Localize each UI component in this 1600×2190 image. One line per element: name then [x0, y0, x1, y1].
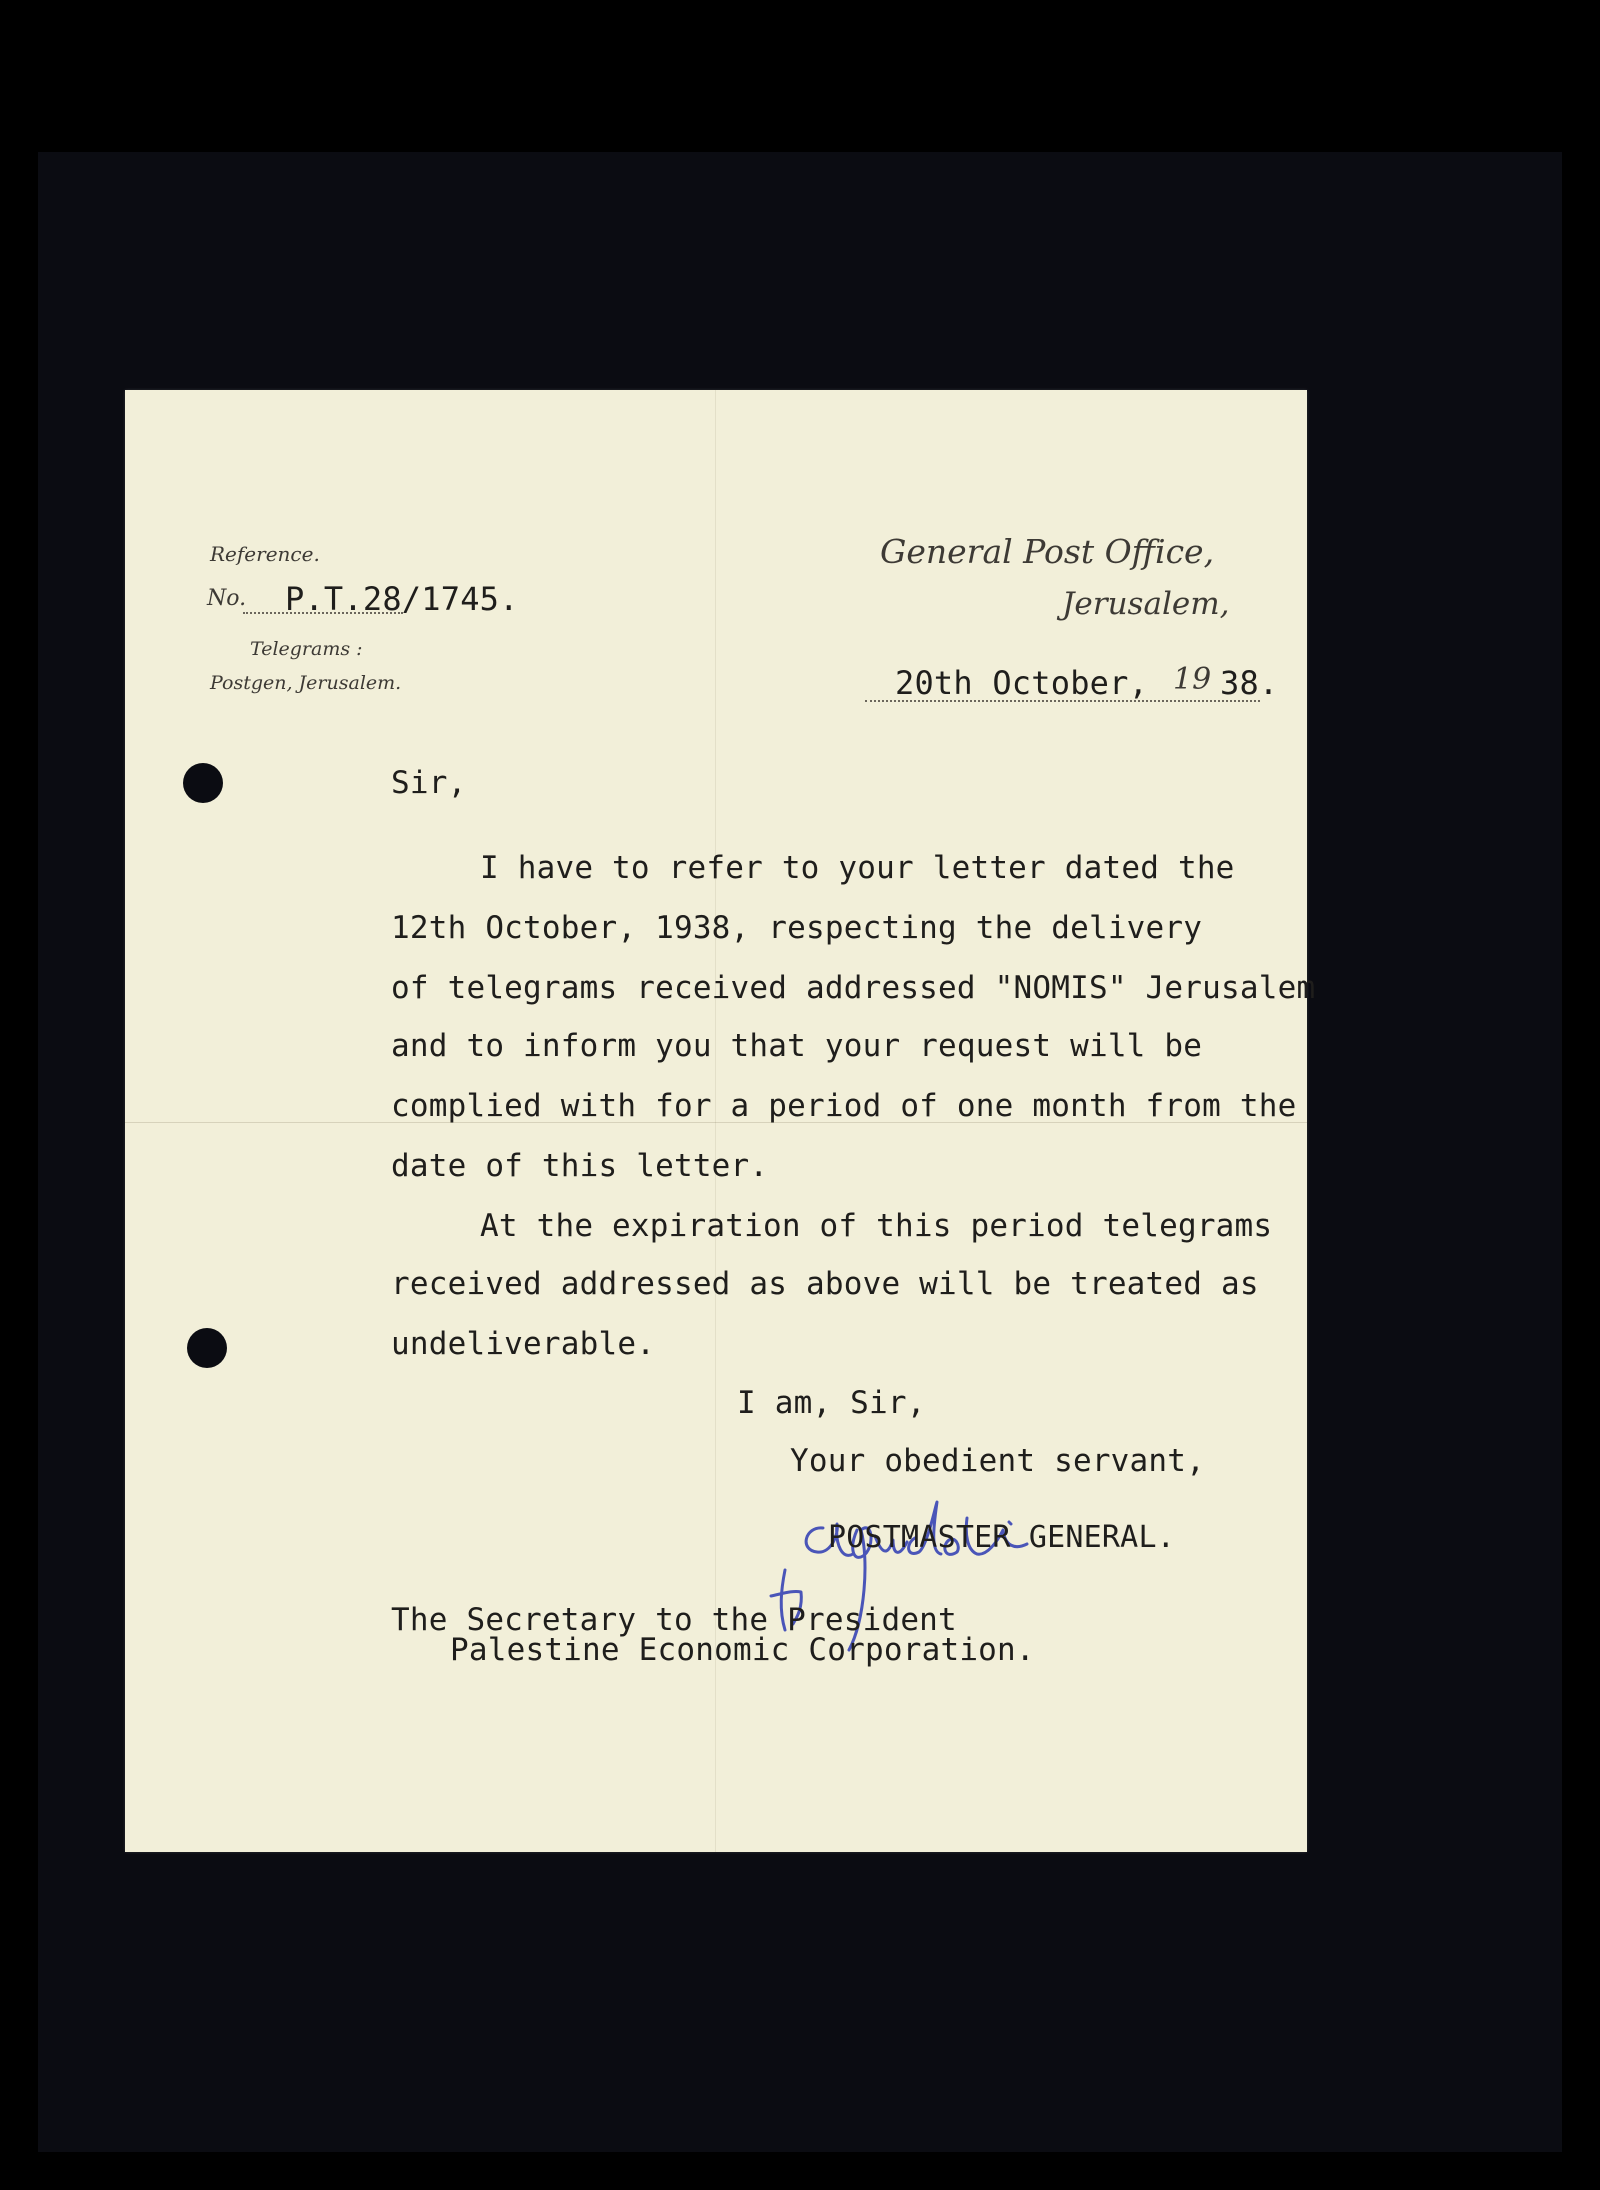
date-year-suffix: 38.	[1220, 664, 1279, 702]
salutation: Sir,	[391, 765, 467, 801]
closing-line-1: I am, Sir,	[737, 1385, 926, 1421]
punch-hole-top	[183, 763, 223, 803]
telegraphic-address: Postgen, Jerusalem.	[210, 672, 402, 694]
office-city: Jerusalem,	[1062, 586, 1230, 622]
body-line: complied with for a period of one month from the	[391, 1088, 1297, 1124]
letter-sheet	[125, 390, 1316, 1852]
recipient-line-2: Palestine Economic Corporation.	[450, 1632, 1035, 1668]
closing-line-2: Your obedient servant,	[790, 1443, 1205, 1479]
date-year-prefix: 19	[1173, 662, 1212, 697]
body-line: undeliverable.	[391, 1326, 656, 1362]
body-line: received addressed as above will be treated as	[391, 1266, 1259, 1302]
signature-title: POSTMASTER GENERAL.	[828, 1520, 1175, 1555]
telegrams-label: Telegrams :	[250, 638, 363, 660]
recipient-line-1: The Secretary to the President	[391, 1602, 957, 1638]
reference-number: P.T.28/1745.	[285, 580, 519, 618]
body-line: I have to refer to your letter dated the	[480, 850, 1235, 886]
reference-label: Reference.	[210, 542, 320, 566]
date-day-month: 20th October,	[895, 664, 1149, 702]
body-line: date of this letter.	[391, 1148, 769, 1184]
body-line: 12th October, 1938, respecting the delivery	[391, 910, 1203, 946]
number-label: No.	[207, 586, 247, 611]
body-line: and to inform you that your request will be	[391, 1028, 1203, 1064]
body-line: At the expiration of this period telegrams	[480, 1208, 1273, 1244]
office-name: General Post Office,	[880, 532, 1215, 571]
punch-hole-bottom	[187, 1328, 227, 1368]
body-line: of telegrams received addressed "NOMIS" Jerusalem	[391, 970, 1316, 1006]
